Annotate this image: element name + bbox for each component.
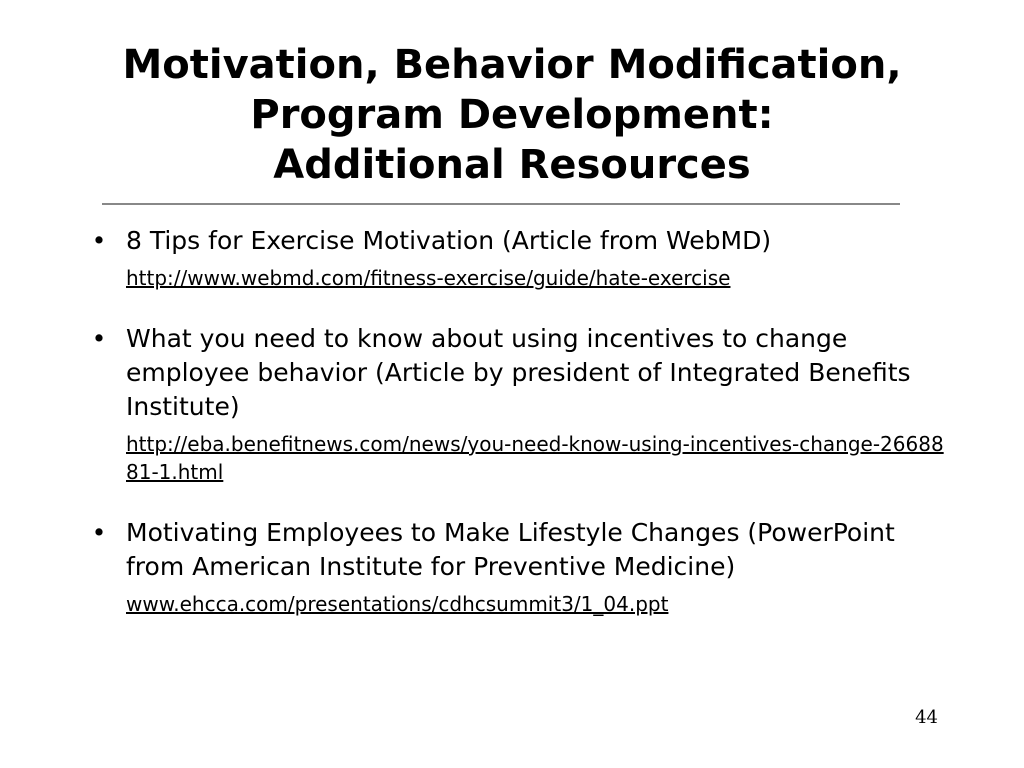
page-number: 44 [915,707,938,728]
title-divider [102,203,900,205]
resource-title: Motivating Employees to Make Lifestyle Changes (PowerPoint from American Institute for Preventive Medicine) [126,518,895,581]
slide-title-line: Motivation, Behavior Modification, [122,42,902,88]
slide-title [60,40,964,190]
resource-list [84,224,944,648]
bullet-icon: • [91,226,107,255]
resource-title: What you need to know about using incentives to change employee behavior (Article by president of Integrated Benefits Institute) [126,324,911,421]
slide-title-line: Program Development: [250,92,774,138]
resource-title: 8 Tips for Exercise Motivation (Article from WebMD) [126,226,772,255]
bullet-icon: • [91,518,107,547]
resource-link[interactable]: www.ehcca.com/presentations/cdhcsummit3/1_04.ppt [126,592,669,616]
resource-item [84,224,944,292]
resource-item [84,516,944,618]
resource-link[interactable]: http://www.webmd.com/fitness-exercise/guide/hate-exercise [126,266,731,290]
bullet-icon: • [91,324,107,353]
slide-title-line: Additional Resources [273,142,751,188]
resource-link[interactable]: http://eba.benefitnews.com/news/you-need-know-using-incentives-change-2668881-1.html [126,432,944,484]
resource-item [84,322,944,486]
